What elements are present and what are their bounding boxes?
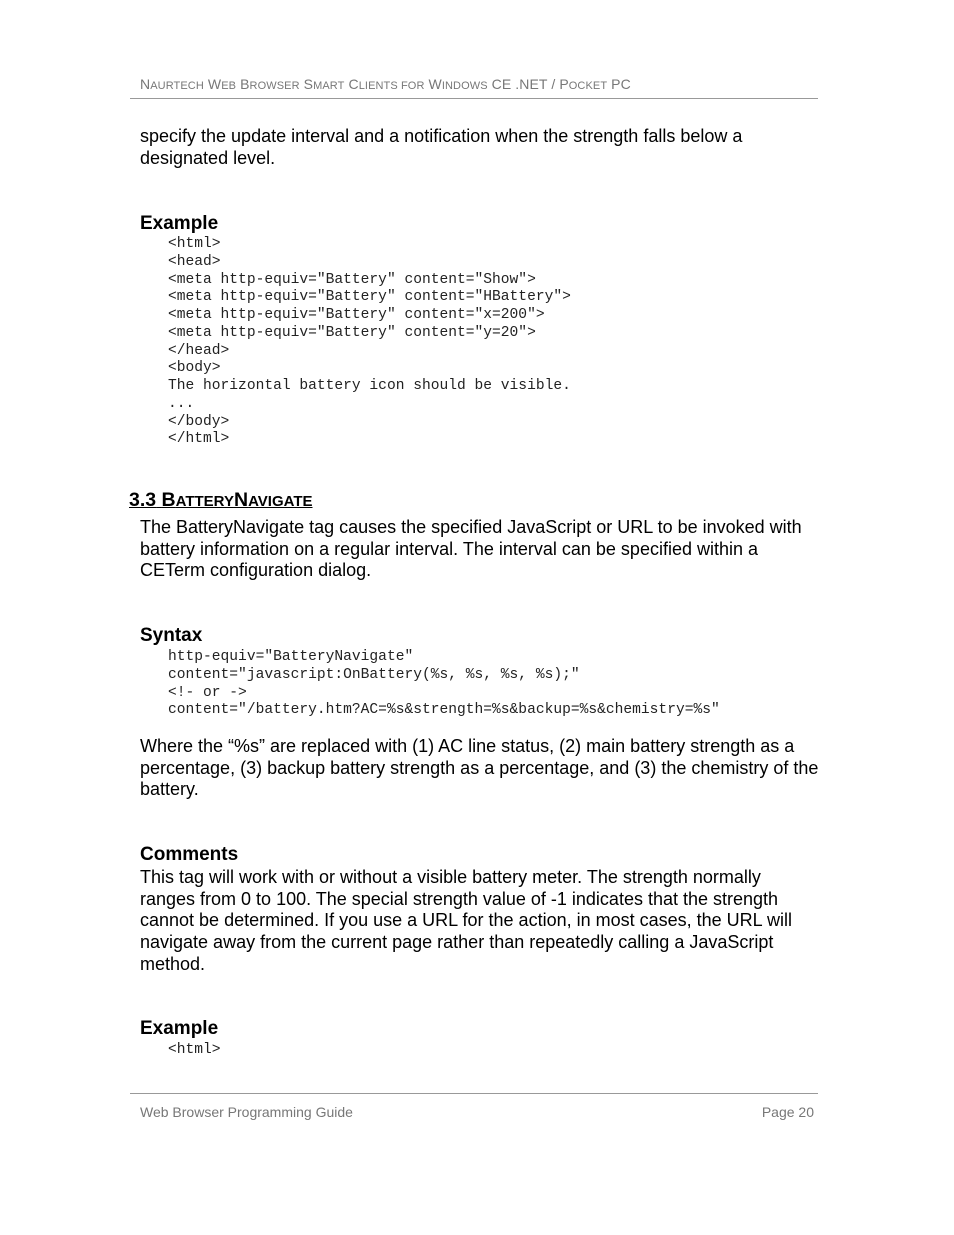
header-text: PC — [611, 76, 631, 92]
section-title-char: N — [233, 489, 249, 511]
example-heading: Example — [140, 213, 219, 234]
section-title-smallcaps: AVIGATE — [248, 493, 313, 510]
footer-guide-title: Web Browser Programming Guide — [140, 1104, 353, 1120]
example-code-block: <html> — [168, 1042, 221, 1058]
header-smallcaps: ROWSER — [249, 80, 300, 92]
comments-heading: Comments — [140, 844, 239, 865]
syntax-code-block: http-equiv="BatteryNavigate" content="javascript:OnBattery(%s, %s, %s, %s);" <!- or -> content="/battery.htm?AC=%s&strength=%s&backup=%s&chemistry=%s" — [168, 649, 720, 719]
header-text: CE .NET / — [491, 76, 556, 92]
section-description: The BatteryNavigate tag causes the specified JavaScript or URL to be invoked with battery information on a regular interval. The interval can be specified within a CETerm configuration dialog. — [140, 517, 802, 581]
header-char: B — [240, 76, 250, 92]
header-char: C — [348, 76, 359, 92]
footer-divider — [130, 1093, 818, 1094]
syntax-explanation: Where the “%s” are replaced with (1) AC line status, (2) main battery strength as a percentage, (3) backup battery strength as a percentage, and (3) the chemistry of the battery. — [140, 736, 819, 800]
header-char: W — [207, 76, 222, 92]
header-char: N — [140, 76, 151, 92]
section-title-char: B — [161, 489, 176, 511]
header-char: S — [303, 76, 314, 92]
header-smallcaps: OCKET — [568, 80, 608, 92]
running-header — [140, 76, 818, 92]
footer-page-number: Page 20 — [761, 1104, 814, 1120]
comments-paragraph: This tag will work with or without a visible battery meter. The strength normally ranges from 0 to 100. The special strength value of -1 indicates that the strength cannot be determined. If you use a URL for the action, in most cases, the URL will navigate away from the current page rather than repeatedly calling a JavaScript method. — [140, 867, 792, 974]
header-smallcaps: EB — [221, 80, 237, 92]
header-smallcaps: MART — [313, 80, 345, 92]
header-smallcaps: AURTECH — [150, 80, 204, 92]
section-title — [129, 488, 313, 514]
example-heading: Example — [140, 1018, 219, 1039]
header-char: W — [428, 76, 442, 92]
example-code-block: <html> <head> <meta http-equiv="Battery" content="Show"> <meta http-equiv="Battery" content="HBattery"> <meta http-equiv="Battery" content="x=200"> <meta http-equiv="Battery" content="y=20"> </head> <body> The horizontal battery icon should be visible. ... </body> </html> — [168, 236, 571, 448]
section-number: 3.3 — [129, 489, 157, 511]
header-divider — [130, 98, 818, 99]
syntax-heading: Syntax — [140, 625, 203, 646]
header-char: P — [559, 76, 569, 92]
intro-paragraph: specify the update interval and a notification when the strength falls below a designated level. — [140, 126, 743, 168]
section-title-smallcaps: ATTERY — [175, 493, 234, 510]
header-smallcaps: INDOWS — [441, 80, 488, 92]
header-smallcaps: LIENTS FOR — [358, 80, 425, 92]
